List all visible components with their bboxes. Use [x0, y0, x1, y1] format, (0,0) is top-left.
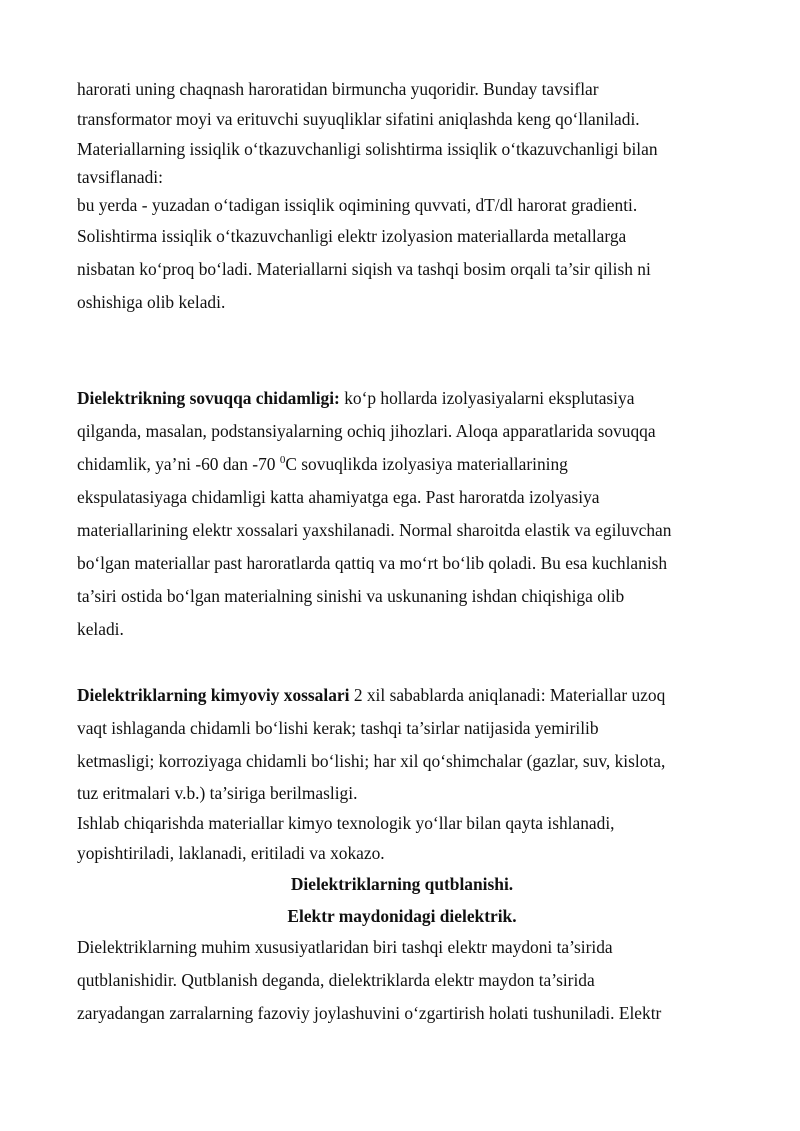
text-line: harorati uning chaqnash haroratidan birmuncha yuqoridir. Bunday tavsiflar	[77, 79, 599, 99]
text-line: Solishtirma issiqlik o‘tkazuvchanligi elektr izolyasion materiallarda metallarga	[77, 226, 627, 246]
text-line: bu yerda - yuzadan o‘tadigan issiqlik oqimining quvvati, dT/dl harorat gradienti.	[77, 195, 638, 215]
text-line: bo‘lgan materiallar past haroratlarda qattiq va mo‘rt bo‘lib qoladi. Bu esa kuchlanish	[77, 553, 668, 573]
section-heading: Dielektrikning sovuqqa chidamligi:	[77, 388, 340, 408]
text-line: qutblanishidir. Qutblanish deganda, dielektriklarda elektr maydon ta’sirida	[77, 970, 595, 990]
text-line: Materiallarning issiqlik o‘tkazuvchanligi solishtirma issiqlik o‘tkazuvchanligi bilan	[77, 139, 658, 159]
text-span: 2 xil sabablarda aniqlanadi: Materiallar uzoq	[349, 685, 666, 705]
text-line: nisbatan ko‘proq bo‘ladi. Materiallarni siqish va tashqi bosim orqali ta’sir qilish ni	[77, 259, 651, 279]
spacer	[77, 319, 727, 382]
text-line: materiallarining elektr xossalari yaxshilanadi. Normal sharoitda elastik va egiluvchan	[77, 520, 672, 540]
text-line: ketmasligi; korroziyaga chidamli bo‘lishi; har xil qo‘shimchalar (gazlar, suv, kislota,	[77, 751, 666, 771]
text-line: ekspulatasiyaga chidamligi katta ahamiyatga ega. Past haroratda izolyasiya	[77, 487, 600, 507]
text-line: Dielektriklarning muhim xususiyatlaridan biri tashqi elektr maydoni ta’sirida	[77, 937, 613, 957]
text-line: yopishtiriladi, laklanadi, eritiladi va xokazo.	[77, 843, 385, 863]
paragraph-polarization	[77, 931, 727, 1030]
text-line	[77, 679, 727, 712]
text-line: keladi.	[77, 619, 124, 639]
text-line: Ishlab chiqarishda materiallar kimyo texnologik yo‘llar bilan qayta ishlanadi,	[77, 813, 615, 833]
paragraph-thermal	[77, 74, 727, 319]
section-heading: Dielektriklarning kimyoviy xossalari	[77, 685, 350, 705]
text-line: ta’siri ostida bo‘lgan materialning sinishi va uskunaning ishdan chiqishiga olib	[77, 586, 625, 606]
text-span: ko‘p hollarda izolyasiyalarni eksplutasiya	[339, 388, 635, 408]
spacer	[77, 646, 727, 679]
text-line	[77, 448, 727, 481]
text-line: oshishiga olib keladi.	[77, 292, 226, 312]
text-line: transformator moyi va erituvchi suyuqliklar sifatini aniqlashda keng qo‘llaniladi.	[77, 109, 640, 129]
text-span: C sovuqlikda izolyasiya materiallarining	[285, 454, 568, 474]
text-line: tavsiflanadi:	[77, 167, 163, 187]
section-subtitle: Elektr maydonidagi dielektrik.	[287, 906, 517, 926]
text-line	[77, 382, 727, 415]
paragraph-chemical-properties	[77, 679, 727, 868]
section-title: Dielektriklarning qutblanishi.	[290, 874, 514, 894]
text-line: tuz eritmalari v.b.) ta’siriga berilmasligi.	[77, 783, 358, 803]
document-page	[77, 74, 727, 1030]
text-span: chidamlik, ya’ni -60 dan -70	[77, 454, 280, 474]
paragraph-cold-resistance	[77, 382, 727, 646]
text-line: zaryadangan zarralarning fazoviy joylashuvini o‘zgartirish holati tushuniladi. Elektr	[77, 1003, 662, 1023]
degree-superscript: 0	[279, 454, 286, 466]
text-line: vaqt ishlaganda chidamli bo‘lishi kerak; tashqi ta’sirlar natijasida yemirilib	[77, 718, 599, 738]
text-line: qilganda, masalan, podstansiyalarning ochiq jihozlari. Aloqa apparatlarida sovuqqa	[77, 421, 656, 441]
